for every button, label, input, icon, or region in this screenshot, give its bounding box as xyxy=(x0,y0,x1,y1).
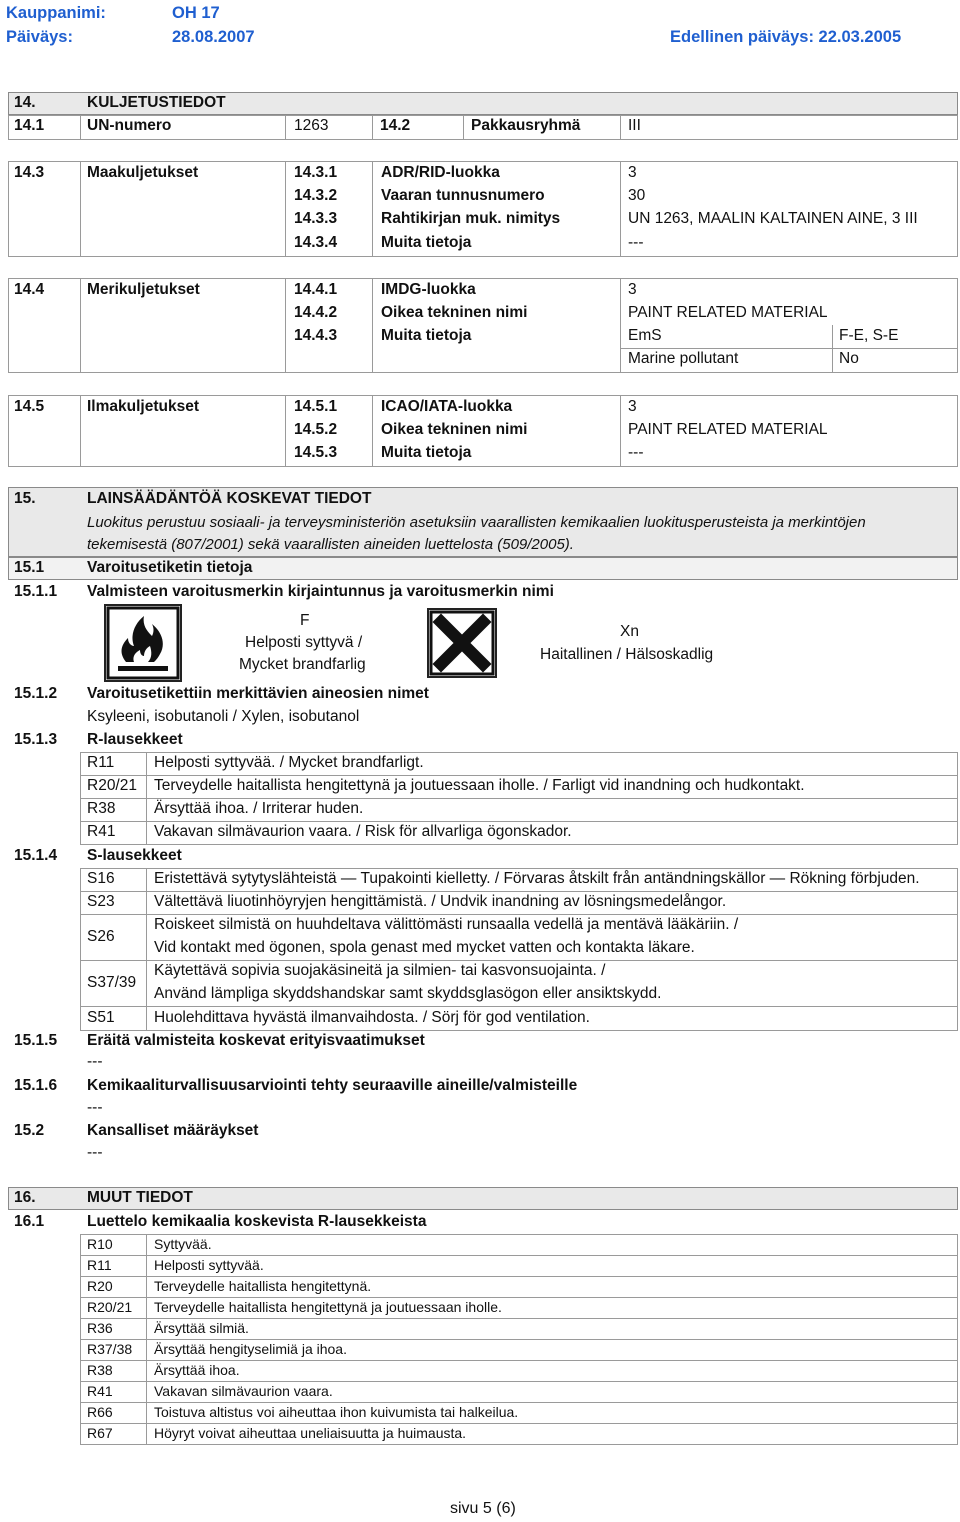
subsection-15-1-title: Varoitusetiketin tietoja xyxy=(87,559,253,576)
ems-value: F-E, S-E xyxy=(839,327,899,344)
date-label: Päiväys: xyxy=(6,28,73,46)
section-15-intro-line1: Luokitus perustuu sosiaali- ja terveysministeriön asetuksiin vaarallisten kemikaalien luokitusperusteista ja merkintöjen xyxy=(87,514,866,531)
r-list-text: Ärsyttää silmiä. xyxy=(154,1320,249,1336)
road-transport-index: 14.3 xyxy=(14,164,45,181)
subsection-15-1-2-title: Varoitusetikettiin merkittävien aineosien nimet xyxy=(87,685,429,702)
r-list-text: Terveydelle haitallista hengitettynä. xyxy=(154,1278,372,1294)
sea-transport-index: 14.4 xyxy=(14,281,45,298)
subsection-15-1-1-title: Valmisteen varoitusmerkin kirjaintunnus ja varoitusmerkin nimi xyxy=(87,583,554,600)
s-phrase-code: S26 xyxy=(87,928,115,945)
road-row-label: Vaaran tunnusnumero xyxy=(381,187,545,204)
r-list-code: R20/21 xyxy=(87,1299,133,1315)
r-phrase-code: R38 xyxy=(87,800,116,817)
packing-group-index: 14.2 xyxy=(380,117,411,134)
road-transport-label: Maakuljetukset xyxy=(87,164,199,181)
section-14-number: 14. xyxy=(14,94,36,111)
subsection-15-1-5-text: --- xyxy=(87,1053,103,1070)
r-phrase-code: R41 xyxy=(87,823,116,840)
r-list-text: Syttyvää. xyxy=(154,1236,212,1252)
un-number-label: UN-numero xyxy=(87,117,172,134)
subsection-16-1-number: 16.1 xyxy=(14,1213,45,1230)
air-row-label: Muita tietoja xyxy=(381,444,472,461)
subsection-15-1-3-title: R-lausekkeet xyxy=(87,731,183,748)
flame-icon xyxy=(104,604,182,682)
f-symbol-name-sv: Mycket brandfarlig xyxy=(239,656,366,673)
subsection-15-1-2-number: 15.1.2 xyxy=(14,685,58,702)
r-phrase-code: R20/21 xyxy=(87,777,137,794)
cross-icon xyxy=(427,608,497,678)
r-list-code: R38 xyxy=(87,1362,113,1378)
subsection-15-1-5-number: 15.1.5 xyxy=(14,1032,58,1049)
r-phrase-text: Ärsyttää ihoa. / Irriterar huden. xyxy=(154,800,364,817)
subsection-15-1-5-title: Eräitä valmisteita koskevat erityisvaatimukset xyxy=(87,1032,425,1049)
road-row-value: --- xyxy=(628,234,644,251)
r-list-code: R66 xyxy=(87,1404,113,1420)
previous-date: Edellinen päiväys: 22.03.2005 xyxy=(670,28,902,46)
air-row-value: --- xyxy=(628,444,644,461)
s-phrase-text-sv: Vid kontakt med ögonen, spola genast med mycket vatten och kontakta läkare. xyxy=(154,939,695,956)
sea-row-value: 3 xyxy=(628,281,637,298)
subsection-15-1-6-number: 15.1.6 xyxy=(14,1077,58,1094)
road-row-label: Rahtikirjan muk. nimitys xyxy=(381,210,561,227)
air-row-label: ICAO/IATA-luokka xyxy=(381,398,513,415)
subsection-15-1-6-title: Kemikaaliturvallisuusarviointi tehty seuraaville aineille/valmisteille xyxy=(87,1077,578,1094)
sea-row-index: 14.4.3 xyxy=(294,327,338,344)
air-row-value: PAINT RELATED MATERIAL xyxy=(628,421,828,438)
air-row-index: 14.5.1 xyxy=(294,398,338,415)
ems-label: EmS xyxy=(628,327,662,344)
r-list-text: Vakavan silmävaurion vaara. xyxy=(154,1383,333,1399)
company-label: Kauppanimi: xyxy=(6,4,106,22)
sea-row-label: IMDG-luokka xyxy=(381,281,476,298)
r-list-text: Helposti syttyvää. xyxy=(154,1257,264,1273)
s-phrase-code: S23 xyxy=(87,893,115,910)
r-list-text: Toistuva altistus voi aiheuttaa ihon kuivumista tai halkeilua. xyxy=(154,1404,519,1420)
marine-pollutant-value: No xyxy=(839,350,859,367)
r-list-code: R10 xyxy=(87,1236,113,1252)
packing-group-value: III xyxy=(628,117,641,134)
air-transport-index: 14.5 xyxy=(14,398,45,415)
sea-row-label: Muita tietoja xyxy=(381,327,472,344)
un-number-index: 14.1 xyxy=(14,117,45,134)
section-15-title: LAINSÄÄDÄNTÖÄ KOSKEVAT TIEDOT xyxy=(87,490,372,507)
sea-row-index: 14.4.2 xyxy=(294,304,338,321)
r-list-code: R36 xyxy=(87,1320,113,1336)
r-list-code: R11 xyxy=(87,1257,112,1273)
section-15-number: 15. xyxy=(14,490,36,507)
r-list-code: R20 xyxy=(87,1278,113,1294)
xn-symbol-code: Xn xyxy=(620,623,639,640)
road-row-label: Muita tietoja xyxy=(381,234,472,251)
air-row-index: 14.5.2 xyxy=(294,421,338,438)
air-row-label: Oikea tekninen nimi xyxy=(381,421,528,438)
subsection-16-1-title: Luettelo kemikaalia koskevista R-lausekkeista xyxy=(87,1213,427,1230)
r-phrase-code: R11 xyxy=(87,754,115,771)
s-phrase-text: Roiskeet silmistä on huuhdeltava välittömästi runsaalla vedellä ja mentävä lääkäriin. / xyxy=(154,916,739,933)
road-row-value: 30 xyxy=(628,187,646,204)
f-symbol-code: F xyxy=(300,612,310,629)
section-14-title: KULJETUSTIEDOT xyxy=(87,94,226,111)
s-phrase-code: S51 xyxy=(87,1009,115,1026)
subsection-15-2-title: Kansalliset määräykset xyxy=(87,1122,259,1139)
subsection-15-1-number: 15.1 xyxy=(14,559,45,576)
s-phrase-code: S37/39 xyxy=(87,974,137,991)
f-symbol-name-fi: Helposti syttyvä / xyxy=(245,634,363,651)
subsection-15-1-1-number: 15.1.1 xyxy=(14,583,58,600)
subsection-15-2-text: --- xyxy=(87,1144,103,1161)
page-number: sivu 5 (6) xyxy=(450,1500,516,1517)
road-row-index: 14.3.2 xyxy=(294,187,338,204)
subsection-15-1-4-title: S-lausekkeet xyxy=(87,847,182,864)
r-list-code: R37/38 xyxy=(87,1341,133,1357)
s-phrase-text-sv: Använd lämpliga skyddshandskar samt skyddsglasögon eller ansiktskydd. xyxy=(154,985,662,1002)
r-list-text: Terveydelle haitallista hengitettynä ja joutuessaan iholle. xyxy=(154,1299,502,1315)
packing-group-label: Pakkausryhmä xyxy=(471,117,581,134)
section-15-intro-line2: tekemisestä (807/2001) sekä vaarallisten aineiden luettelosta (509/2005). xyxy=(87,536,574,553)
air-transport-label: Ilmakuljetukset xyxy=(87,398,199,415)
r-list-text: Höyryt voivat aiheuttaa uneliaisuutta ja huimausta. xyxy=(154,1425,467,1441)
air-row-index: 14.5.3 xyxy=(294,444,338,461)
air-row-value: 3 xyxy=(628,398,637,415)
xn-symbol-name: Haitallinen / Hälsoskadlig xyxy=(540,646,714,663)
section-16-number: 16. xyxy=(14,1189,36,1206)
labelled-ingredients: Ksyleeni, isobutanoli / Xylen, isobutanol xyxy=(87,708,360,725)
sea-row-index: 14.4.1 xyxy=(294,281,338,298)
subsection-15-1-3-number: 15.1.3 xyxy=(14,731,58,748)
subsection-15-2-number: 15.2 xyxy=(14,1122,45,1139)
sea-row-value: PAINT RELATED MATERIAL xyxy=(628,304,828,321)
s-phrase-text: Vältettävä liuotinhöyryjen hengittämistä. / Undvik inandning av lösningsmedelångor. xyxy=(154,893,727,910)
r-phrase-text: Vakavan silmävaurion vaara. / Risk för allvarliga ögonskador. xyxy=(154,823,572,840)
r-list-text: Ärsyttää ihoa. xyxy=(154,1362,240,1378)
section-16-title: MUUT TIEDOT xyxy=(87,1189,193,1206)
company-value: OH 17 xyxy=(172,4,220,22)
s-phrase-text: Eristettävä sytytyslähteistä ― Tupakointi kielletty. / Förvaras åtskilt från antändningskällor ― Rökning förbjuden. xyxy=(154,870,920,887)
road-row-index: 14.3.4 xyxy=(294,234,338,251)
un-number-value: 1263 xyxy=(294,117,329,134)
s-phrase-code: S16 xyxy=(87,870,115,887)
sea-transport-label: Merikuljetukset xyxy=(87,281,200,298)
subsection-15-1-6-text: --- xyxy=(87,1099,103,1116)
road-row-index: 14.3.3 xyxy=(294,210,338,227)
r-list-code: R67 xyxy=(87,1425,113,1441)
road-row-index: 14.3.1 xyxy=(294,164,338,181)
road-row-value: 3 xyxy=(628,164,637,181)
r-list-text: Ärsyttää hengityselimiä ja ihoa. xyxy=(154,1341,347,1357)
r-phrase-text: Terveydelle haitallista hengitettynä ja joutuessaan iholle. / Farligt vid inandning och hudkontakt. xyxy=(154,777,805,794)
marine-pollutant-label: Marine pollutant xyxy=(628,350,739,367)
s-phrase-text: Huolehdittava hyvästä ilmanvaihdosta. / Sörj för god ventilation. xyxy=(154,1009,590,1026)
road-row-label: ADR/RID-luokka xyxy=(381,164,500,181)
sea-row-label: Oikea tekninen nimi xyxy=(381,304,528,321)
date-value: 28.08.2007 xyxy=(172,28,255,46)
r-list-code: R41 xyxy=(87,1383,113,1399)
subsection-15-1-4-number: 15.1.4 xyxy=(14,847,58,864)
road-row-value: UN 1263, MAALIN KALTAINEN AINE, 3 III xyxy=(628,210,918,227)
r-phrase-text: Helposti syttyvää. / Mycket brandfarligt. xyxy=(154,754,424,771)
s-phrase-text: Käytettävä sopivia suojakäsineitä ja silmien- tai kasvonsuojainta. / xyxy=(154,962,606,979)
